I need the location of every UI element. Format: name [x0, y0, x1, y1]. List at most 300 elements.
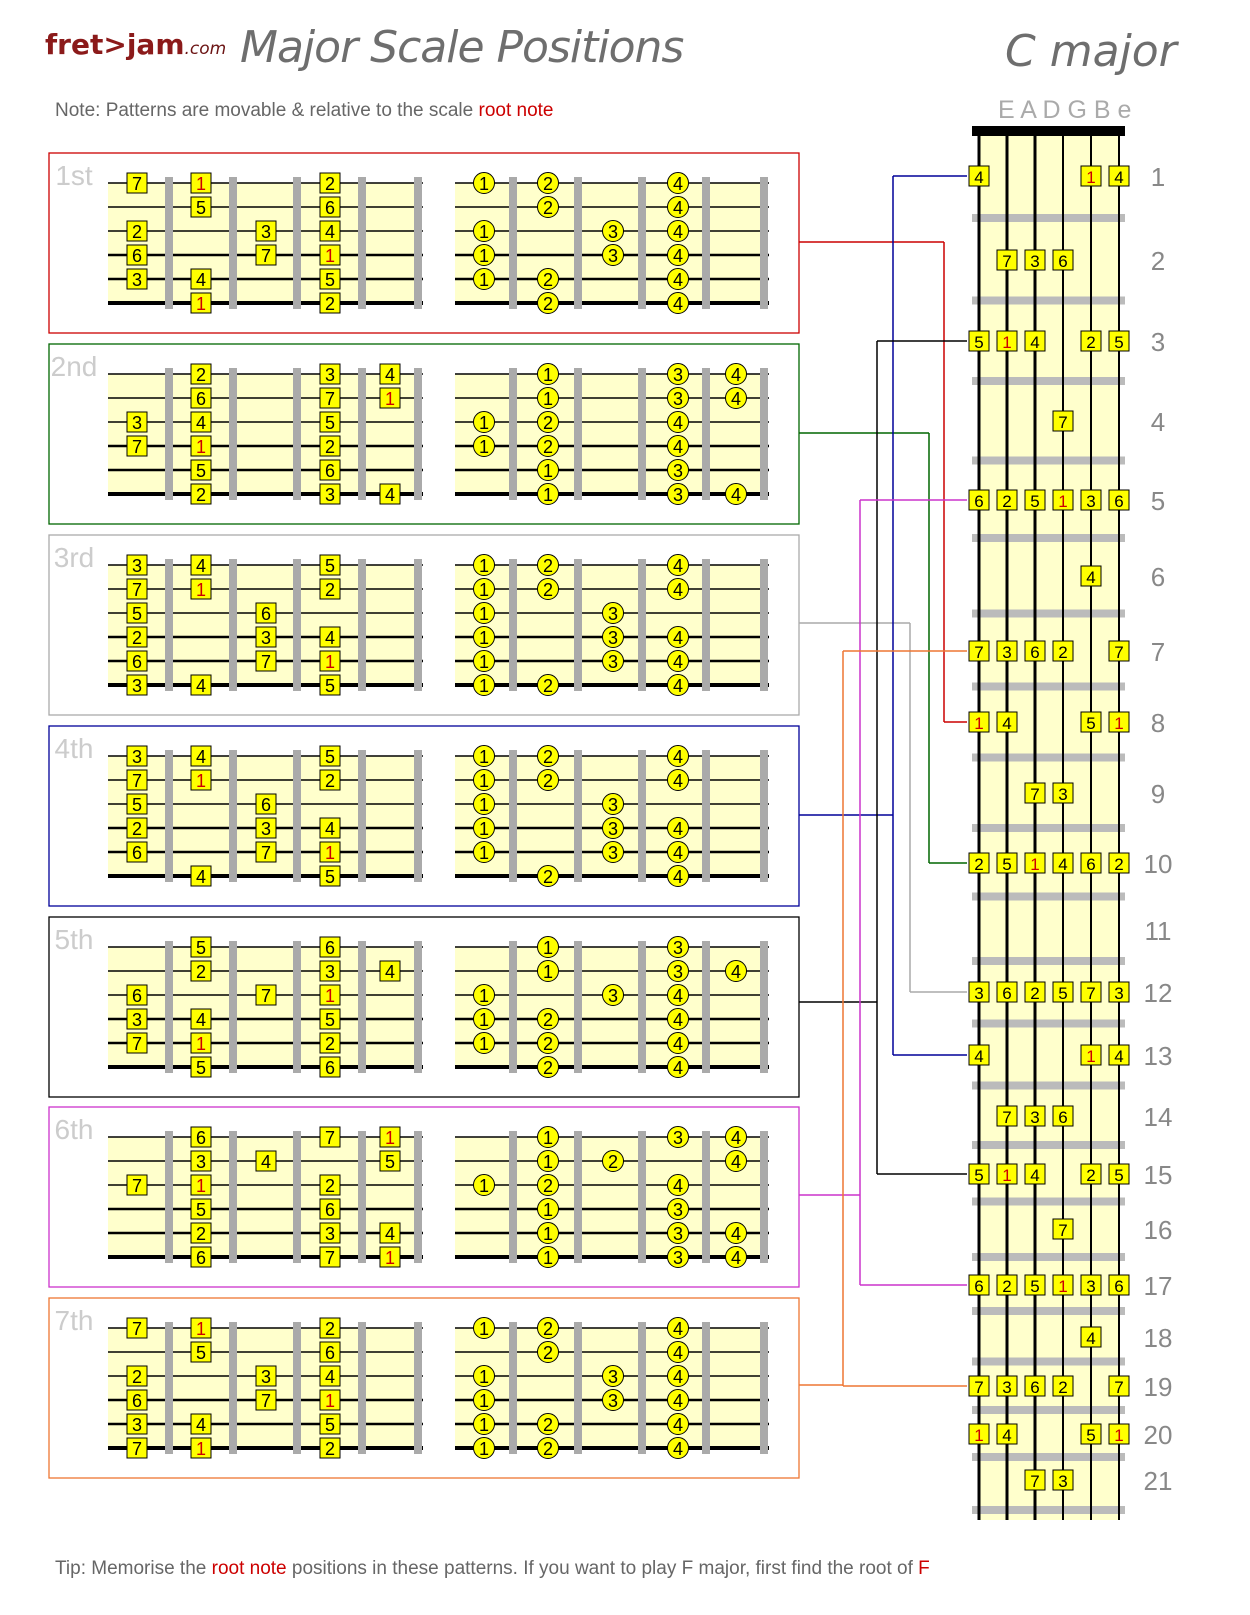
degree-note-label: 3 [131, 676, 143, 696]
degree-note [127, 579, 147, 600]
neck-note-label: 1 [1114, 714, 1124, 733]
neck-note [997, 712, 1017, 733]
degree-note [320, 651, 340, 672]
degree-note [320, 985, 340, 1006]
finger-note-label: 4 [672, 198, 684, 218]
degree-fret [229, 559, 237, 691]
degree-note [256, 1366, 276, 1387]
degree-note [380, 364, 400, 385]
finger-note [538, 746, 559, 768]
neck-note-label: 3 [1114, 984, 1124, 1003]
degree-note-label: 6 [195, 389, 207, 409]
degree-note [320, 1342, 340, 1363]
position-panel-1st [49, 153, 799, 333]
degree-note [127, 818, 147, 839]
degree-fret [358, 177, 366, 309]
finger-note-label: 4 [730, 1224, 742, 1244]
degree-note-label: 2 [195, 485, 207, 505]
finger-note-label: 1 [478, 843, 490, 863]
neck-note [969, 641, 989, 662]
neck-note-label: 2 [974, 855, 984, 874]
neck-note [1053, 1275, 1073, 1296]
finger-note-label: 3 [607, 246, 619, 266]
neck-note-label: 7 [1114, 1378, 1124, 1397]
connector-1st [799, 242, 967, 722]
neck-note [1109, 1164, 1129, 1185]
neck-note-label: 7 [1058, 413, 1068, 432]
neck-note [997, 1106, 1017, 1127]
finger-note-label: 1 [478, 747, 490, 767]
finger-note-label: 3 [607, 1391, 619, 1411]
finger-note [538, 364, 559, 386]
degree-note [191, 1223, 211, 1244]
finger-note [538, 460, 559, 482]
finger-note-label: 1 [478, 270, 490, 290]
finger-note-label: 4 [672, 771, 684, 791]
neck-note [1053, 1470, 1073, 1491]
finger-note-label: 4 [672, 1176, 684, 1196]
finger-note [668, 746, 689, 768]
finger-fret [760, 368, 768, 500]
neck-fret-number: 13 [1143, 1041, 1173, 1071]
degree-diagram [108, 746, 423, 887]
neck-fret-number: 6 [1150, 562, 1166, 592]
degree-note [320, 842, 340, 863]
neck-note-label: 6 [1030, 643, 1040, 662]
degree-note [127, 173, 147, 194]
degree-note-label: 5 [324, 413, 336, 433]
position-label: 4th [54, 733, 94, 764]
neck-note [1109, 982, 1129, 1003]
degree-note-label: 4 [195, 676, 207, 696]
finger-note-label: 3 [672, 962, 684, 982]
neck-note [1053, 250, 1073, 271]
degree-note [320, 1366, 340, 1387]
finger-note-label: 3 [607, 819, 619, 839]
neck-note [1053, 490, 1073, 511]
neck-note-label: 4 [1058, 855, 1068, 874]
finger-note-label: 4 [730, 1248, 742, 1268]
neck-fret-bar [972, 534, 1125, 542]
finger-note-label: 2 [542, 1176, 554, 1196]
finger-note-label: 4 [672, 174, 684, 194]
degree-note [320, 1390, 340, 1411]
degree-note-label: 1 [324, 246, 336, 266]
finger-note [474, 1009, 495, 1031]
finger-note [668, 1390, 689, 1412]
finger-fret [509, 941, 517, 1073]
position-label: 6th [54, 1114, 94, 1145]
degree-note-label: 2 [195, 1224, 207, 1244]
degree-note [191, 1175, 211, 1196]
finger-note-label: 4 [672, 867, 684, 887]
finger-note-label: 1 [478, 652, 490, 672]
degree-note-label: 2 [195, 962, 207, 982]
string-names: E A D G B e [998, 96, 1132, 124]
finger-note-label: 2 [542, 771, 554, 791]
finger-note [538, 1009, 559, 1031]
neck-note [969, 853, 989, 874]
degree-note-label: 7 [131, 1034, 143, 1054]
finger-note [603, 818, 624, 840]
finger-note-label: 1 [478, 437, 490, 457]
finger-note [726, 388, 747, 410]
degree-note-label: 4 [195, 1415, 207, 1435]
degree-note [256, 842, 276, 863]
neck-note [1025, 250, 1045, 271]
degree-note [256, 985, 276, 1006]
degree-fret [414, 1131, 422, 1263]
neck-note [1109, 1376, 1129, 1397]
finger-fret [509, 177, 517, 309]
degree-note [191, 1438, 211, 1459]
finger-fret [760, 941, 768, 1073]
connector-7th [799, 651, 967, 1386]
neck-note-label: 5 [1030, 1277, 1040, 1296]
finger-note [474, 1175, 495, 1197]
neck-note [1053, 853, 1073, 874]
position-label: 5th [54, 924, 94, 955]
neck-note-label: 7 [1086, 984, 1096, 1003]
neck-note [969, 1275, 989, 1296]
finger-note [474, 579, 495, 601]
finger-note [603, 1390, 624, 1412]
degree-note-label: 3 [131, 1415, 143, 1435]
degree-note [191, 961, 211, 982]
finger-note-label: 1 [478, 1415, 490, 1435]
neck-fret-bar [972, 1082, 1125, 1090]
neck-note-label: 7 [974, 643, 984, 662]
neck-note-label: 3 [1058, 785, 1068, 804]
logo-suffix: .com [184, 39, 227, 59]
neck-fret-bar [972, 1253, 1125, 1261]
degree-note-label: 1 [195, 294, 207, 314]
finger-note [668, 484, 689, 506]
degree-note-label: 2 [131, 222, 143, 242]
degree-note [320, 245, 340, 266]
degree-note [191, 555, 211, 576]
finger-note-label: 2 [542, 198, 554, 218]
finger-note [538, 1438, 559, 1460]
neck-note-label: 7 [1030, 785, 1040, 804]
finger-diagram [455, 937, 769, 1079]
finger-note [668, 245, 689, 267]
neck-note-label: 5 [1114, 1166, 1124, 1185]
degree-note-label: 7 [131, 437, 143, 457]
neck-note [1025, 853, 1045, 874]
degree-note [191, 293, 211, 314]
degree-note [320, 364, 340, 385]
finger-fret [760, 559, 768, 691]
neck-fret-bar [972, 957, 1125, 965]
neck-note-label: 3 [974, 984, 984, 1003]
finger-note [474, 675, 495, 697]
neck-fret-number: 4 [1150, 407, 1166, 437]
neck-note [997, 1376, 1017, 1397]
finger-fret [638, 1131, 646, 1263]
neck-note-label: 1 [1030, 855, 1040, 874]
degree-note [127, 675, 147, 696]
degree-fret [358, 368, 366, 500]
finger-note-label: 1 [478, 771, 490, 791]
degree-note [191, 1414, 211, 1435]
finger-note-label: 4 [672, 676, 684, 696]
degree-note-label: 2 [131, 1367, 143, 1387]
position-panel-2nd [49, 344, 799, 524]
finger-note [538, 388, 559, 410]
finger-note-label: 1 [478, 246, 490, 266]
finger-note-label: 1 [542, 962, 554, 982]
degree-fret [165, 559, 173, 691]
finger-note [726, 1223, 747, 1245]
neck-note-label: 2 [1086, 1166, 1096, 1185]
finger-note-label: 3 [672, 1128, 684, 1148]
finger-fret [574, 368, 582, 500]
degree-note [320, 770, 340, 791]
neck-note-label: 5 [974, 1166, 984, 1185]
neck-note-label: 7 [1114, 643, 1124, 662]
finger-fret [760, 1322, 768, 1454]
degree-note-label: 2 [324, 294, 336, 314]
degree-note-label: 2 [324, 174, 336, 194]
neck-note [1053, 982, 1073, 1003]
degree-fret [165, 368, 173, 500]
degree-note-label: 3 [131, 747, 143, 767]
degree-note-label: 6 [260, 604, 272, 624]
neck-note-label: 5 [1002, 855, 1012, 874]
finger-note-label: 1 [542, 1248, 554, 1268]
finger-fret [760, 750, 768, 882]
finger-note-label: 3 [607, 986, 619, 1006]
finger-note-label: 3 [607, 652, 619, 672]
finger-note [668, 1199, 689, 1221]
finger-note [474, 173, 495, 195]
finger-note [474, 1390, 495, 1412]
neck-note [1053, 1376, 1073, 1397]
neck-note [1053, 411, 1073, 432]
degree-note [191, 675, 211, 696]
neck-fret-bar [972, 214, 1125, 222]
neck-note-label: 6 [1114, 492, 1124, 511]
degree-note [320, 484, 340, 505]
neck-note [1025, 1106, 1045, 1127]
degree-note-label: 6 [131, 246, 143, 266]
finger-note [668, 555, 689, 577]
position-panel-6th [49, 1107, 799, 1287]
finger-note-label: 1 [478, 795, 490, 815]
connector-2nd [799, 433, 967, 863]
neck-note [1081, 1275, 1101, 1296]
degree-note-label: 5 [195, 1200, 207, 1220]
finger-diagram [455, 364, 769, 506]
neck-note-label: 2 [1058, 1378, 1068, 1397]
degree-fret [414, 941, 422, 1073]
finger-note [474, 1438, 495, 1460]
neck-note [969, 712, 989, 733]
neck-note [1025, 982, 1045, 1003]
neck-fret-number: 12 [1143, 978, 1173, 1008]
degree-note-label: 3 [260, 222, 272, 242]
finger-note [474, 1033, 495, 1055]
neck-fret-number: 1 [1150, 162, 1166, 192]
finger-note-label: 4 [730, 1128, 742, 1148]
finger-note-label: 4 [672, 222, 684, 242]
degree-diagram [108, 364, 423, 505]
neck-note-label: 5 [1086, 714, 1096, 733]
degree-note [380, 388, 400, 409]
finger-note [668, 412, 689, 434]
degree-note-label: 7 [131, 1319, 143, 1339]
degree-fret [358, 750, 366, 882]
finger-fret [702, 941, 710, 1073]
neck-note [997, 853, 1017, 874]
degree-note [256, 627, 276, 648]
degree-note [127, 269, 147, 290]
finger-note [474, 1366, 495, 1388]
degree-note-label: 7 [131, 580, 143, 600]
finger-note [603, 603, 624, 625]
finger-note [474, 1318, 495, 1340]
finger-note [538, 1057, 559, 1079]
degree-note [320, 675, 340, 696]
neck-note [1025, 1275, 1045, 1296]
finger-note-label: 4 [672, 270, 684, 290]
note-prefix: Note: Patterns are movable & relative to the scale [55, 100, 479, 121]
finger-note-label: 1 [478, 556, 490, 576]
finger-note [603, 1366, 624, 1388]
degree-note-label: 1 [195, 1176, 207, 1196]
neck-note [969, 1164, 989, 1185]
neck-note [1025, 331, 1045, 352]
degree-note-label: 4 [195, 270, 207, 290]
degree-note-label: 3 [260, 1367, 272, 1387]
finger-note-label: 4 [672, 580, 684, 600]
neck-note-label: 3 [1002, 1378, 1012, 1397]
finger-note [603, 245, 624, 267]
neck-fret-number: 8 [1150, 708, 1166, 738]
neck-note [1081, 1327, 1101, 1348]
finger-note [603, 794, 624, 816]
neck-note [1109, 1275, 1129, 1296]
finger-note-label: 1 [478, 1319, 490, 1339]
finger-note-label: 3 [607, 222, 619, 242]
degree-fret [165, 177, 173, 309]
degree-note-label: 6 [324, 938, 336, 958]
finger-fret [638, 941, 646, 1073]
degree-note [320, 818, 340, 839]
degree-fret [358, 941, 366, 1073]
finger-note [538, 293, 559, 315]
finger-diagram [455, 555, 769, 697]
degree-diagram-bg [108, 947, 418, 1067]
degree-diagram [108, 1127, 423, 1268]
degree-fret [229, 1131, 237, 1263]
finger-note-label: 3 [672, 485, 684, 505]
finger-note-label: 1 [478, 1439, 490, 1459]
degree-note [256, 1151, 276, 1172]
neck-fret-number: 15 [1143, 1160, 1173, 1190]
neck-fret-number: 16 [1143, 1215, 1173, 1245]
degree-note-label: 7 [131, 1176, 143, 1196]
degree-note [191, 866, 211, 887]
connector-6th [799, 500, 967, 1285]
neck-note [1081, 1424, 1101, 1445]
degree-fret [293, 1131, 301, 1263]
finger-note-label: 1 [478, 986, 490, 1006]
degree-note [191, 412, 211, 433]
finger-note [668, 627, 689, 649]
finger-note-label: 4 [730, 1152, 742, 1172]
finger-fret [574, 941, 582, 1073]
degree-note-label: 1 [195, 771, 207, 791]
neck-fret-number: 17 [1143, 1271, 1173, 1301]
finger-note-label: 4 [672, 413, 684, 433]
neck-note [1081, 566, 1101, 587]
degree-note [191, 436, 211, 457]
degree-note [127, 603, 147, 624]
finger-note-label: 2 [542, 867, 554, 887]
finger-note [726, 1127, 747, 1149]
finger-note [668, 1033, 689, 1055]
finger-note [474, 985, 495, 1007]
finger-note [474, 555, 495, 577]
degree-note-label: 4 [384, 1224, 396, 1244]
degree-fret [229, 1322, 237, 1454]
finger-note [668, 1127, 689, 1149]
finger-diagram-bg [455, 183, 764, 303]
neck-note-label: 2 [1114, 855, 1124, 874]
finger-note [726, 1151, 747, 1173]
neck-fret-number: 5 [1150, 486, 1166, 516]
note-highlight: root note [478, 100, 554, 121]
neck-fret-bar [972, 1506, 1125, 1514]
neck-fret-number: 18 [1143, 1323, 1173, 1353]
degree-fret [414, 177, 422, 309]
neck-note-label: 2 [1030, 984, 1040, 1003]
finger-fret [760, 177, 768, 309]
finger-note [474, 603, 495, 625]
degree-note-label: 7 [324, 1128, 336, 1148]
neck-note [969, 982, 989, 1003]
tip-prefix: Tip: Memorise the [55, 1558, 212, 1579]
degree-note-label: 1 [384, 1128, 396, 1148]
degree-note [380, 1127, 400, 1148]
degree-note-label: 6 [131, 843, 143, 863]
finger-note [668, 1366, 689, 1388]
finger-note [538, 1342, 559, 1364]
finger-note [668, 388, 689, 410]
finger-note [603, 985, 624, 1007]
degree-note [320, 460, 340, 481]
degree-note-label: 7 [260, 843, 272, 863]
finger-note-label: 2 [542, 413, 554, 433]
finger-note [538, 937, 559, 959]
neck-note [1025, 1470, 1045, 1491]
connector-5th [799, 341, 967, 1174]
finger-note [668, 221, 689, 243]
neck-note-label: 3 [1030, 1108, 1040, 1127]
neck-note-label: 1 [1114, 1426, 1124, 1445]
degree-note-label: 2 [324, 1176, 336, 1196]
finger-note-label: 1 [478, 1367, 490, 1387]
finger-fret [509, 1322, 517, 1454]
neck-fret-bar [972, 457, 1125, 465]
degree-fret [229, 941, 237, 1073]
neck-note [969, 1376, 989, 1397]
degree-fret [229, 177, 237, 309]
degree-note-label: 7 [324, 1248, 336, 1268]
degree-note-label: 5 [131, 604, 143, 624]
